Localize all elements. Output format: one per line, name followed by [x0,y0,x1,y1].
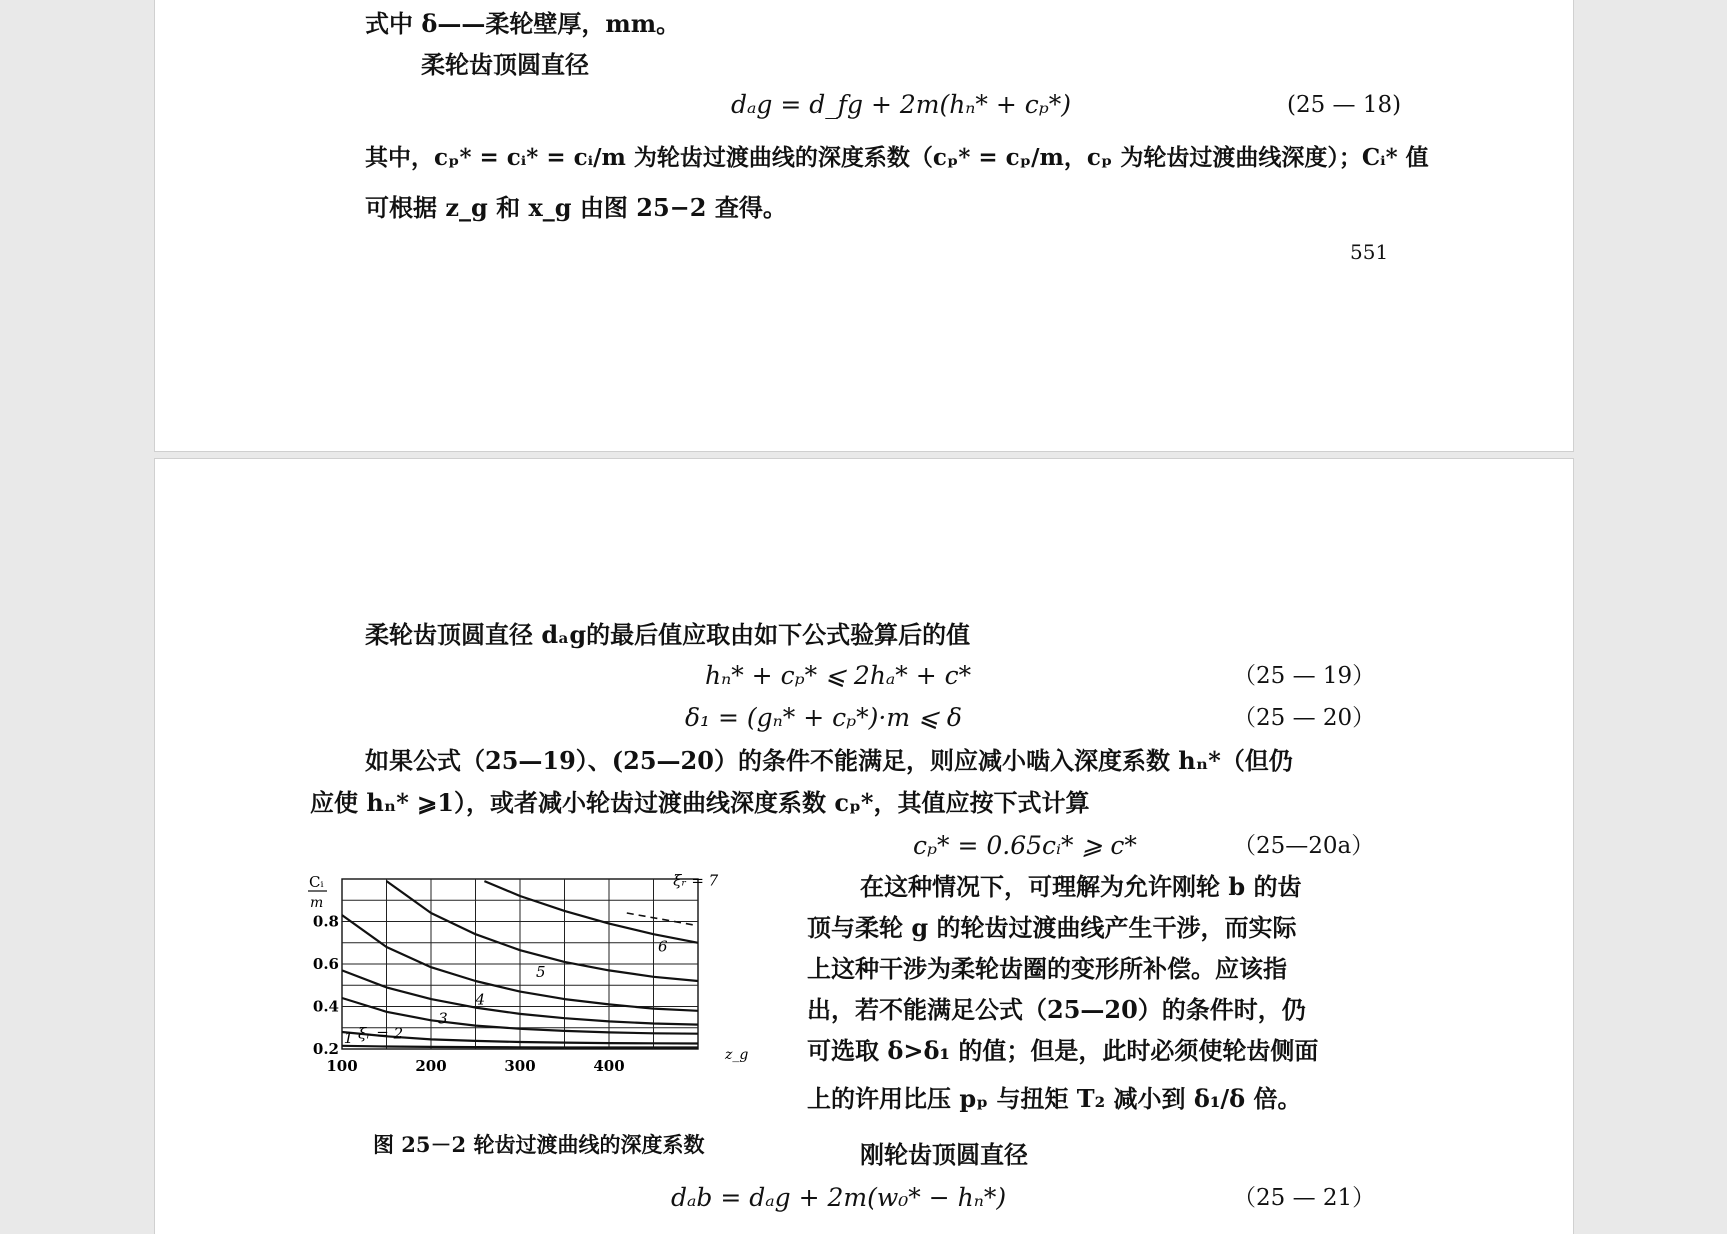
equation-number: （25 — 21） [1233,1185,1376,1211]
curve-7-dashed [627,913,698,926]
side-paragraph-line: 可选取 δ>δ₁ 的值；但是，此时必须使轮齿侧面 [807,1036,1319,1065]
side-paragraph-line: 顶与柔轮 g 的轮齿过渡曲线产生干涉，而实际 [807,913,1297,942]
curve-label: 5 [536,962,546,981]
curve-label: ξᵣ = 7 [673,871,719,890]
equation-25-18: dₐg = d_fg + 2m(hₙ* + cₚ*) [731,90,1072,119]
y-axis-label-denominator: m [310,895,324,911]
section-heading: 柔轮齿顶圆直径 [421,50,589,79]
y-tick-label: 0.2 [312,1040,339,1058]
chart-curve-labels [344,871,719,1047]
document-page-551 [154,0,1574,452]
side-paragraph-line: 出，若不能满足公式（25—20）的条件时，仍 [807,995,1306,1024]
x-tick-label: 400 [593,1057,625,1075]
where-definition: 式中 δ——柔轮壁厚，mm。 [365,9,681,38]
depth-coefficient-chart [305,867,755,1167]
equation-25-20: δ₁ = (gₙ* + cₚ*)·m ⩽ δ [685,703,962,732]
document-page-552 [154,458,1574,1234]
x-axis-label: z_g [725,1047,749,1063]
y-tick-label: 0.8 [312,912,339,931]
curve-label: 1 [343,1029,354,1048]
equation-number: （25 — 20） [1233,705,1376,731]
chart-ticks [313,913,625,1076]
paragraph-line: 可根据 z_g 和 x_g 由图 25−2 查得。 [365,193,787,222]
side-paragraph-line: 上的许用比压 pₚ 与扭矩 T₂ 减小到 δ₁/δ 倍。 [807,1084,1302,1113]
x-tick-label: 200 [415,1057,447,1075]
equation-number: （25—20a） [1233,833,1375,859]
y-axis-label-numerator: Cᵢ [309,873,324,891]
x-tick-label: 100 [326,1057,358,1075]
page-number: 551 [1350,240,1389,264]
x-tick-label: 300 [504,1057,536,1075]
side-paragraph-line: 上这种干涉为柔轮齿圈的变形所补偿。应该指 [807,954,1287,983]
y-tick-label: 0.4 [312,997,339,1016]
curve-7 [484,881,698,943]
curve-label: 3 [438,1009,448,1028]
curve-label: 6 [657,937,668,956]
curve-label: ξᵣ = 2 [358,1024,404,1043]
side-paragraph-line: 在这种情况下，可理解为允许刚轮 b 的齿 [860,872,1302,901]
figure-caption: 图 25－2 轮齿过渡曲线的深度系数 [373,1132,705,1157]
rigid-wheel-heading: 刚轮齿顶圆直径 [860,1140,1028,1169]
equation-number: （25 — 19） [1233,663,1376,689]
equation-25-20a: cₚ* = 0.65cᵢ* ⩾ c* [913,831,1137,860]
paragraph-line: 其中，cₚ* = cᵢ* = cᵢ/m 为轮齿过渡曲线的深度系数（cₚ* = cₚ/m，cₚ 为轮齿过渡曲线深度）；Cᵢ* 值 [365,144,1429,171]
equation-number: (25 — 18) [1287,92,1402,118]
curve-label: 4 [475,990,486,1009]
equation-25-21: dₐb = dₐg + 2m(w₀* − hₙ*) [671,1183,1007,1212]
y-tick-label: 0.6 [312,955,339,973]
equation-25-19: hₙ* + cₚ* ⩽ 2hₐ* + c* [705,661,972,690]
condition-line: 如果公式（25—19）、(25—20）的条件不能满足，则应减小啮入深度系数 hₙ*（但仍 [365,746,1293,775]
intro-line: 柔轮齿顶圆直径 dₐg的最后值应取由如下公式验算后的值 [365,620,971,649]
condition-line: 应使 hₙ* ⩾1），或者减小轮齿过渡曲线深度系数 cₚ*，其值应按下式计算 [310,788,1090,817]
